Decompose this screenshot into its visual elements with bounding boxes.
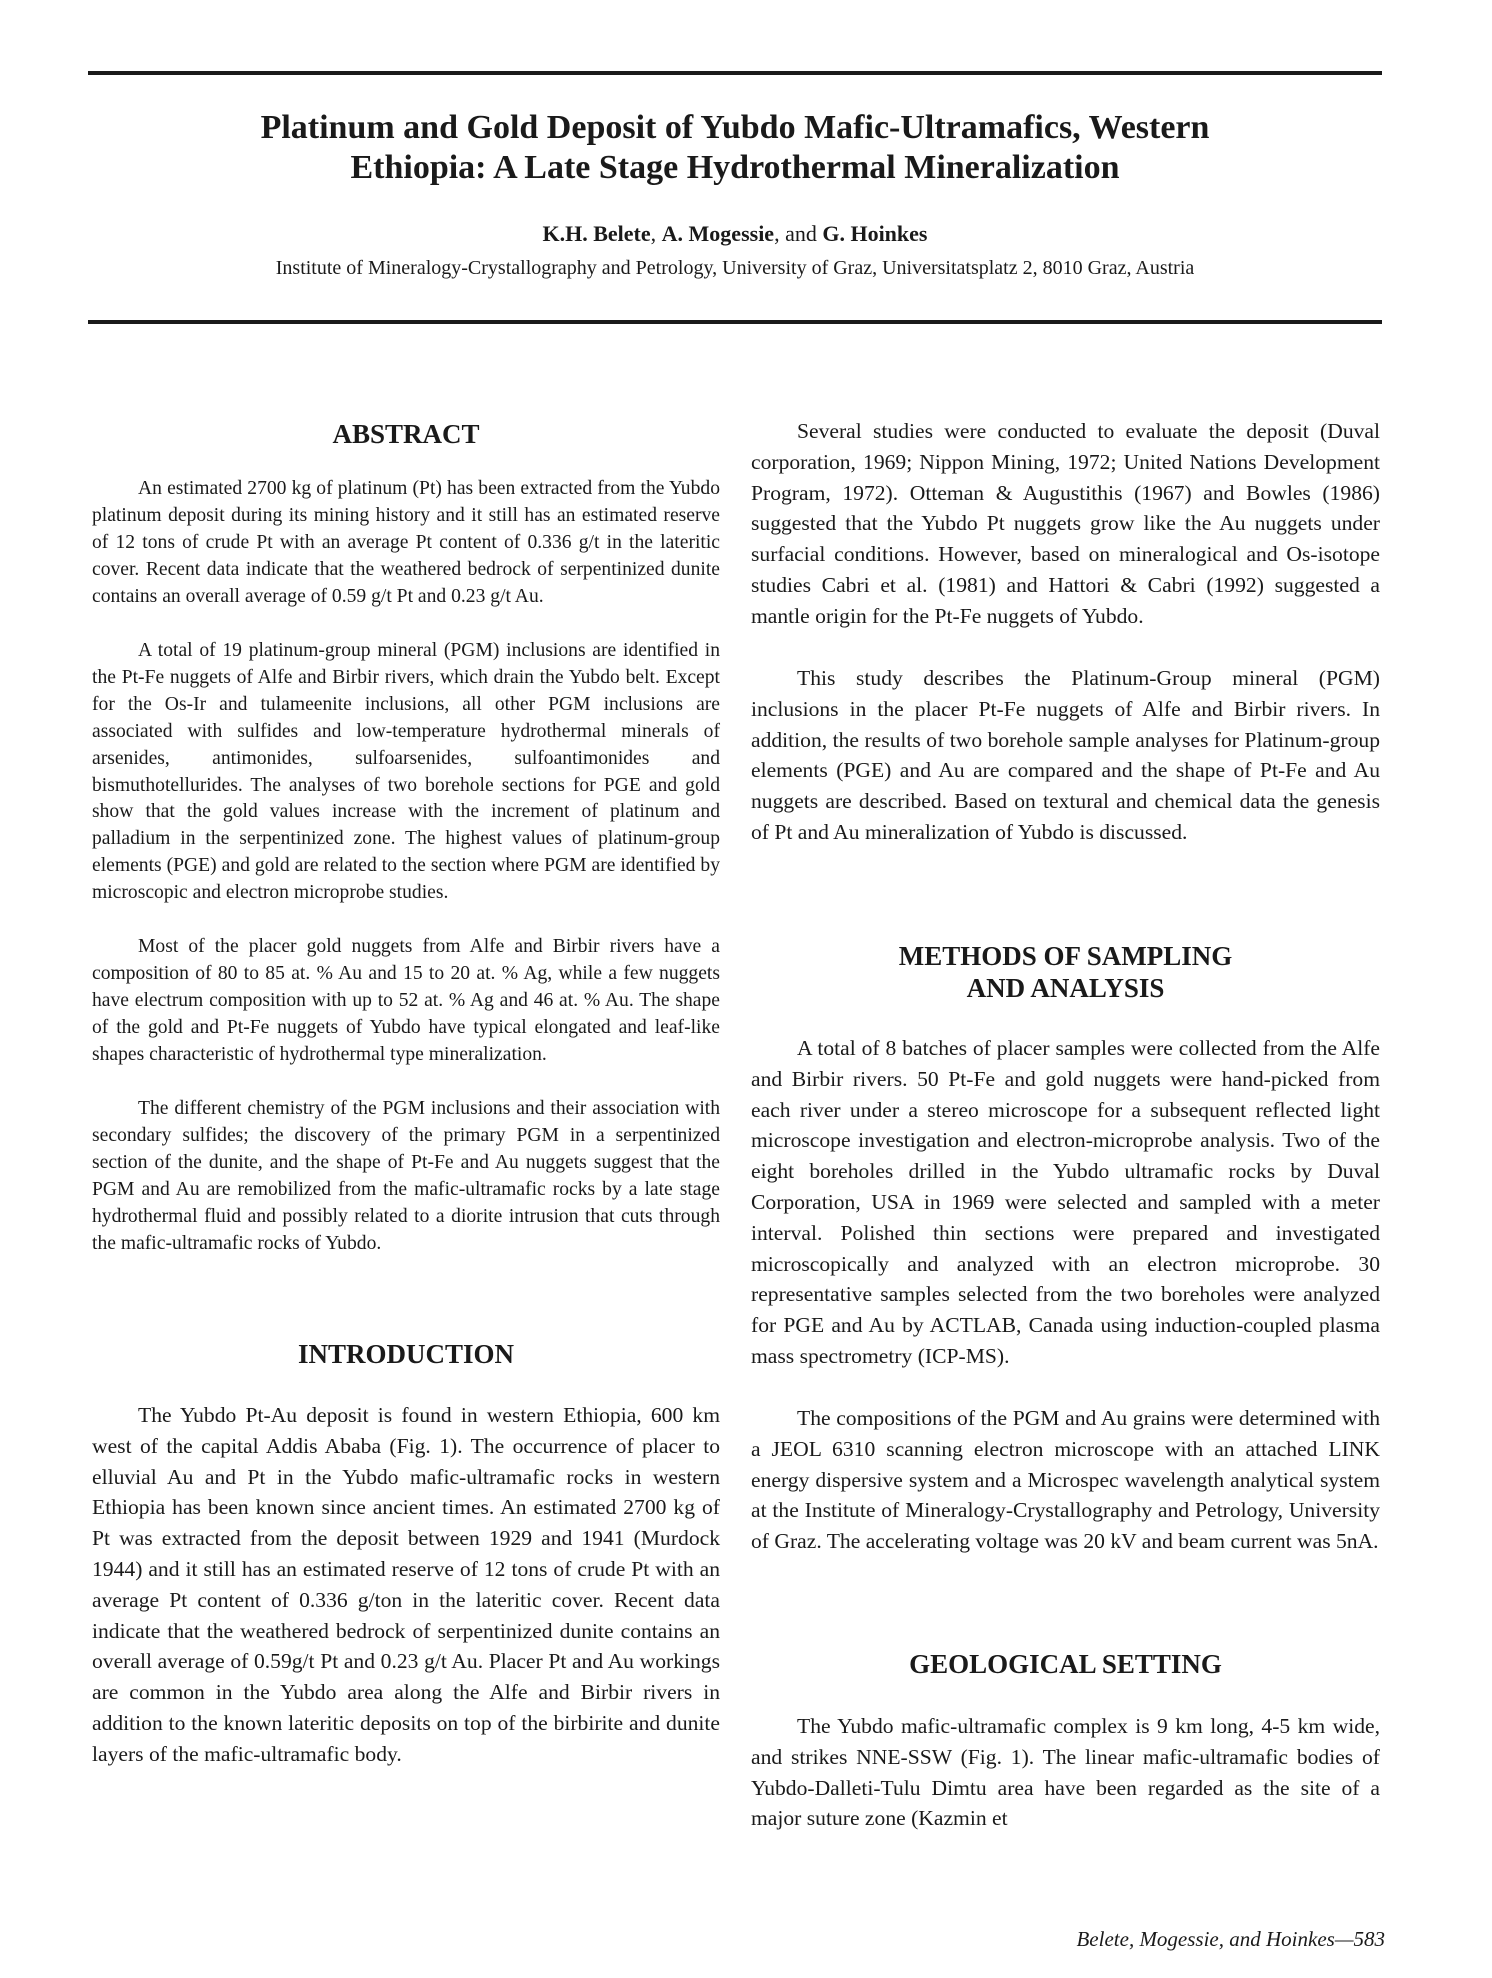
header-bottom-rule <box>88 320 1382 324</box>
running-footer: Belete, Mogessie, and Hoinkes—583 <box>1076 1927 1385 1951</box>
abstract-paragraph-4: The different chemistry of the PGM inclusions and their association with secondary sulfides; the discovery of the primary PGM in a serpentinized section of the dunite, and the shape of Pt-Fe and Au nuggets suggest that the PGM and Au are remobilized from the mafic-ultramafic rocks by a late stage hydrothermal fluid and possibly related to a diorite intrusion that cuts through the mafic-ultramafic rocks of Yubdo. <box>92 1098 720 1254</box>
author-separator-2: , and <box>774 221 823 246</box>
paper-title <box>88 108 1382 188</box>
author-1: K.H. Belete <box>542 221 651 246</box>
introduction-heading: INTRODUCTION <box>297 1339 515 1369</box>
title-line-2: Ethiopia: A Late Stage Hydrothermal Mineralization <box>350 149 1120 186</box>
affiliation: Institute of Mineralogy-Crystallography and Petrology, University of Graz, Universitatsplatz 2, 8010 Graz, Austria <box>275 257 1195 279</box>
methods-paragraph-1: A total of 8 batches of placer samples were collected from the Alfe and Birbir rivers. 50 Pt-Fe and gold nuggets were hand-picked from each river under a stereo microscope for a subsequent reflected light microscope investigation and electron-microprobe analysis. Two of the eight boreholes drilled in the Yubdo ultramafic rocks by Duval Corporation, USA in 1969 were selected and sampled with a meter interval. Polished thin sections were prepared and investigated microscopically and analyzed with an electron microprobe. 30 representative samples selected from the two boreholes were analyzed for PGE and Au by ACTLAB, Canada using induction-coupled plasma mass spectrometry (ICP-MS). <box>751 1036 1380 1368</box>
introduction-paragraph-3: This study describes the Platinum-Group mineral (PGM) inclusions in the placer Pt-Fe nuggets of Alfe and Birbir rivers. In addition, the results of two borehole sample analyses for Platinum-group elements (PGE) and Au are compared and the shape of Pt-Fe and Au nuggets are described. Based on textural and chemical data the genesis of Pt and Au mineralization of Yubdo is discussed. <box>751 666 1380 844</box>
geological-setting-heading: GEOLOGICAL SETTING <box>909 1649 1222 1679</box>
abstract-paragraph-1: An estimated 2700 kg of platinum (Pt) has been extracted from the Yubdo platinum deposit during its mining history and it still has an estimated reserve of 12 tons of crude Pt with an average Pt content of 0.336 g/t in the lateritic cover. Recent data indicate that the weathered bedrock of serpentinized dunite contains an overall average of 0.59 g/t Pt and 0.23 g/t Au. <box>92 478 720 607</box>
methods-paragraph-2: The compositions of the PGM and Au grains were determined with a JEOL 6310 scanning electron microscope with an attached LINK energy dispersive system and a Microspec wavelength analytical system at the Institute of Mineralogy-Crystallography and Petrology, University of Graz. The accelerating voltage was 20 kV and beam current was 5nA. <box>751 1406 1380 1554</box>
introduction-paragraph-1: The Yubdo Pt-Au deposit is found in western Ethiopia, 600 km west of the capital Addis Ababa (Fig. 1). The occurrence of placer to elluvial Au and Pt in the Yubdo mafic-ultramafic rocks in western Ethiopia has been known since ancient times. An estimated 2700 kg of Pt was extracted from the deposit between 1929 and 1941 (Murdock 1944) and it still has an estimated reserve of 12 tons of crude Pt with an average Pt content of 0.336 g/ton in the lateritic cover. Recent data indicate that the weathered bedrock of serpentinized dunite contains an overall average of 0.59g/t Pt and 0.23 g/t Au. Placer Pt and Au workings are common in the Yubdo area along the Alfe and Birbir rivers in addition to the known lateritic deposits on top of the birbirite and dunite layers of the mafic-ultramafic body. <box>92 1403 720 1766</box>
introduction-paragraph-2: Several studies were conducted to evaluate the deposit (Duval corporation, 1969; Nippon Mining, 1972; United Nations Development Program, 1972). Otteman & Augustithis (1967) and Bowles (1986) suggested that the Yubdo Pt nuggets grow like the Au nuggets under surfacial conditions. However, based on mineralogical and Os-isotope studies Cabri et al. (1981) and Hattori & Cabri (1992) suggested a mantle origin for the Pt-Fe nuggets of Yubdo. <box>751 419 1380 628</box>
author-2: A. Mogessie <box>661 221 775 246</box>
methods-heading-line-1: METHODS OF SAMPLING <box>898 941 1233 971</box>
abstract-heading: ABSTRACT <box>332 419 480 449</box>
methods-heading-line-2: AND ANALYSIS <box>966 973 1165 1003</box>
author-list <box>88 220 1382 248</box>
geological-setting-paragraph-1: The Yubdo mafic-ultramafic complex is 9 km long, 4-5 km wide, and strikes NNE-SSW (Fig. 1). The linear mafic-ultramafic bodies of Yubdo-Dalleti-Tulu Dimtu area have been regarded as the site of a major suture zone (Kazmin et <box>751 1714 1380 1831</box>
methods-heading <box>751 940 1380 1004</box>
title-line-1: Platinum and Gold Deposit of Yubdo Mafic-Ultramafics, Western <box>260 109 1210 146</box>
abstract-paragraph-3: Most of the placer gold nuggets from Alfe and Birbir rivers have a composition of 80 to 85 at. % Au and 15 to 20 at. % Ag, while a few nuggets have electrum composition with up to 52 at. % Ag and 46 at. % Au. The shape of the gold and Pt-Fe nuggets of Yubdo have typical elongated and leaf-like shapes characteristic of hydrothermal type mineralization. <box>92 936 720 1065</box>
abstract-paragraph-2: A total of 19 platinum-group mineral (PGM) inclusions are identified in the Pt-Fe nuggets of Alfe and Birbir rivers, which drain the Yubdo belt. Except for the Os-Ir and tulameenite inclusions, all other PGM inclusions are associated with sulfides and low-temperature hydrothermal minerals of arsenides, antimonides, sulfoarsenides, sulfoantimonides and bismuthotellurides. The analyses of two borehole sections for PGE and gold show that the gold values increase with the increment of platinum and palladium in the serpentinized zone. The highest values of platinum-group elements (PGE) and gold are related to the section where PGM are identified by microscopic and electron microprobe studies. <box>92 640 720 904</box>
top-rule <box>88 71 1382 75</box>
author-3: G. Hoinkes <box>822 221 928 246</box>
author-separator-1: , <box>650 221 662 246</box>
